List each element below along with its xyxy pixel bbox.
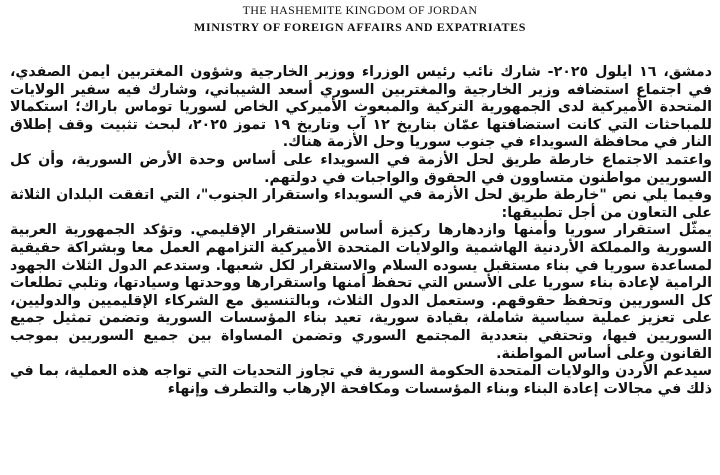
paragraph-stability: يمثّل استقرار سوريا وأمنها وازدهارها ركيزة أساس للاستقرار الإقليمي. وتؤكد الجمهورية العربية السورية والمملكة الأردنية الهاشمية والولايات المتحدة الأميركية التزامهم العمل معا وبشراكة حقيقية لمساعدة سوريا في بناء مستقبل يسوده السلام والاستقرار لكل شعبها. وستدعم الدول الثلاث الجهود الرامية لإعادة بناء سوريا على الأسس التي تحفظ أمنها واستقرارها ووحدتها وسيادتها، وتلبي تطلعات كل السوريين وتحفظ حقوقهم. وستعمل الدول الثلاث، وبالتنسيق مع الشركاء الإقليميين والدوليين، على تعزيز عملية سياسية شاملة، بقيادة سورية، تعيد بناء المؤسسات السورية وتضمن تمثيل جميع السوريين فيها، وتحتفي بتعددية المجتمع السوري وتضمن المساواة بين جميع السوريين بموجب القانون وعلى أساس المواطنة. bbox=[10, 222, 712, 362]
paragraph-roadmap-adopted: واعتمد الاجتماع خارطة طريق لحل الأزمة في السويداء على أساس وحدة الأرض السورية، وأن كل السوريين مواطنون متساوون في الحقوق والواجبات في دولتهم. bbox=[10, 151, 712, 186]
press-release-body bbox=[10, 64, 712, 475]
kingdom-title: THE HASHEMITE KINGDOM OF JORDAN bbox=[242, 3, 478, 17]
paragraph-support: سيدعم الأردن والولايات المتحدة الحكومة السورية في تجاوز التحديات التي تواجه هذه العملية، بما في ذلك في مجالات إعادة البناء وبناء المؤسسات ومكافحة الإرهاب والتطرف وإنهاء bbox=[10, 363, 712, 397]
paragraph-intro: دمشق، ١٦ أيلول ٢٠٢٥- شارك نائب رئيس الوزراء ووزير الخارجية وشؤون المغتربين أيمن الصفدي، في اجتماع استضافه وزير الخارجية والمغتربين السوري أسعد الشيباني، وشارك فيه سفير الولايات المتحدة الأميركية لدى الجمهورية التركية والمبعوث الأميركي الخاص لسوريا توماس باراك؛ استكمالا للمباحثات التي كانت استضافتها عمّان بتاريخ ١٢ آب وتاريخ ١٩ تموز ٢٠٢٥، لبحث تثبيت وقف إطلاق النار في محافظة السويداء في جنوب سوريا وحل الأزمة هناك. bbox=[10, 64, 712, 151]
letterhead bbox=[0, 0, 720, 36]
ministry-title: MINISTRY OF FOREIGN AFFAIRS AND EXPATRIATES bbox=[194, 20, 526, 34]
paragraph-roadmap-title: وفيما يلي نص "خارطة طريق لحل الأزمة في السويداء واستقرار الجنوب"، التي اتفقت البلدان الثلاثة على التعاون من أجل تطبيقها: bbox=[10, 187, 712, 221]
